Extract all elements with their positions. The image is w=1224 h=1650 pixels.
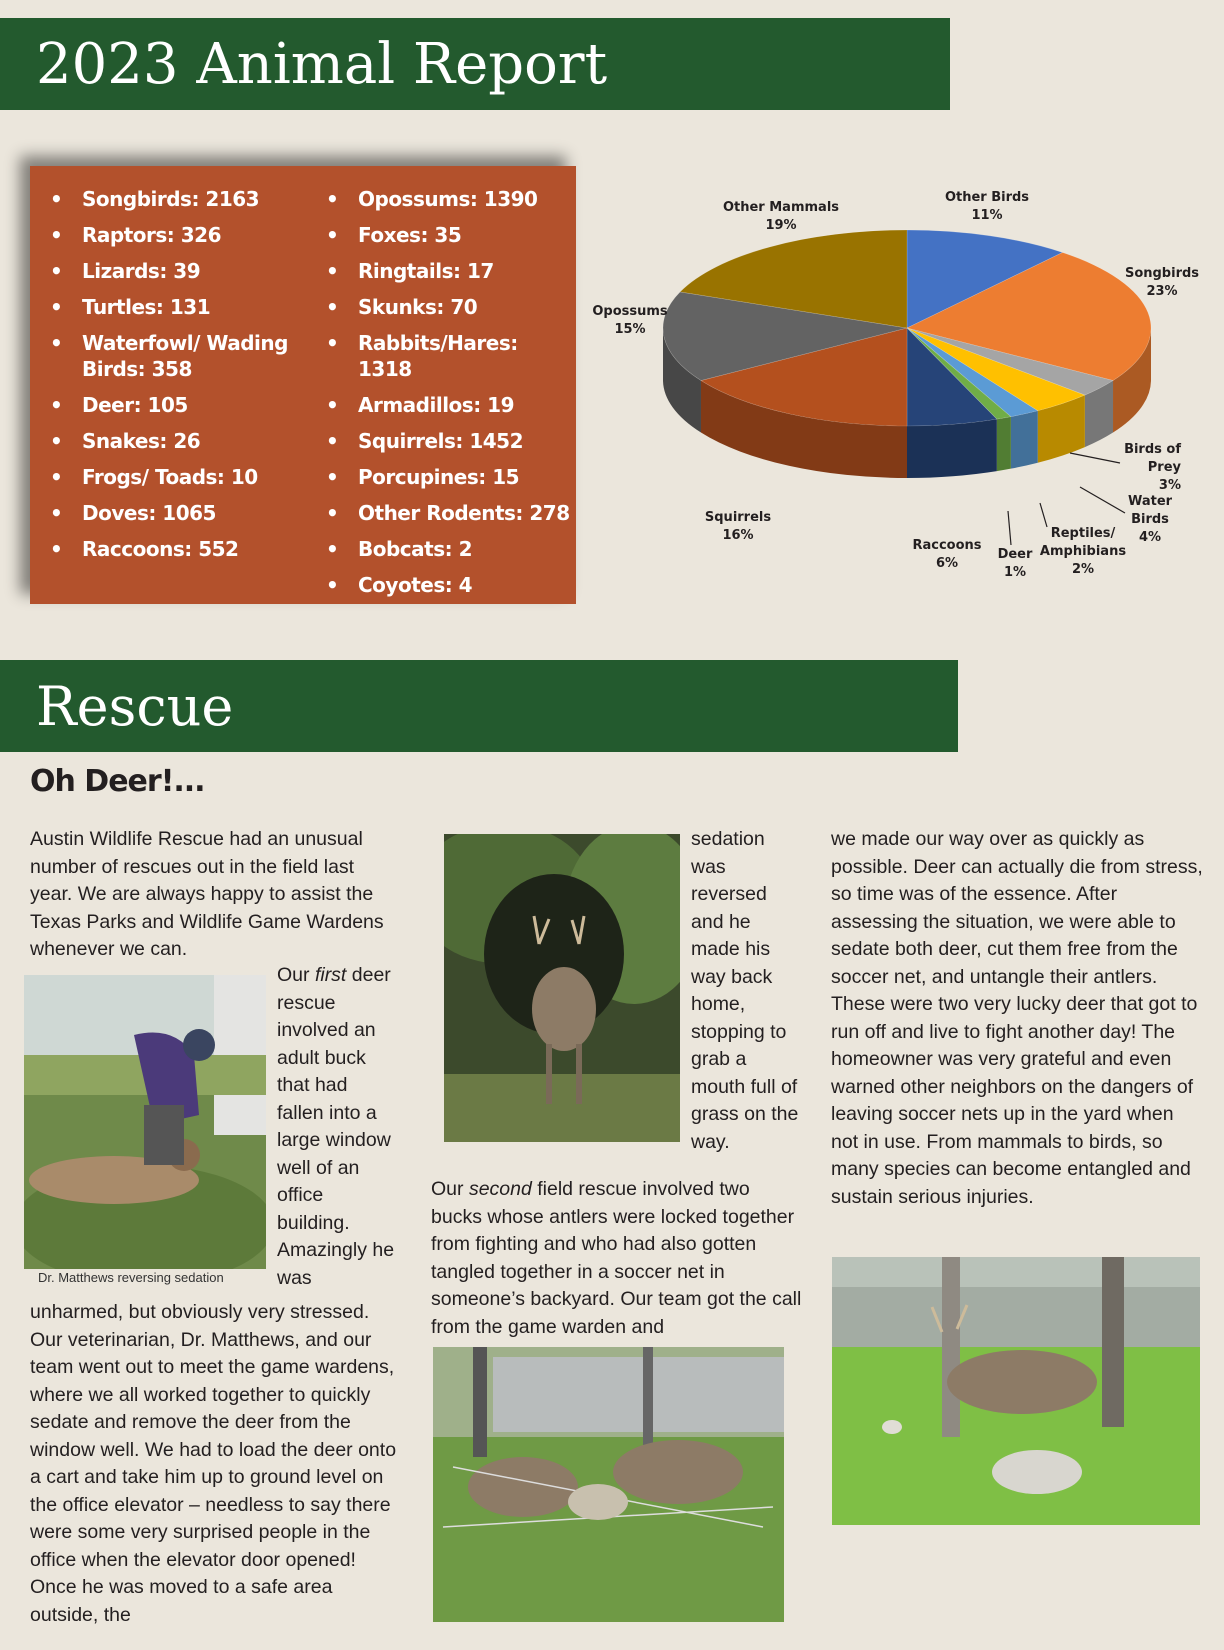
pie-side-raccoons <box>907 419 997 478</box>
stats-list-left <box>50 186 300 572</box>
pie-leader-line <box>1070 453 1120 463</box>
first-rescue-continued: unharmed, but obviously very stressed. Our veterinarian, Dr. Matthews, and our team went out to meet the game wardens, where we all worked together to quickly sedate and remove the deer from the window well. We had to load the deer onto a cart and take him up to ground level on the office elevator – needless to say there were some very surprised people in the office when the elevator door opened! Once he was moved to a safe area outside, the <box>30 1301 397 1626</box>
stat-item: • Snakes: 26 <box>50 428 300 454</box>
stat-item: • Ringtails: 17 <box>326 258 571 284</box>
second-rescue-emphasis: second <box>468 1178 532 1200</box>
stat-item: • Doves: 1065 <box>50 500 300 526</box>
stat-item: • Songbirds: 2163 <box>50 186 300 212</box>
article-subtitle: Oh Deer!... <box>30 764 205 799</box>
photo-buck-on-grass <box>832 1257 1200 1525</box>
stat-item: • Lizards: 39 <box>50 258 300 284</box>
second-rescue-text: field rescue involved two bucks whose antlers were locked together from fighting and who had also gotten tangled together in a soccer net in someone’s backyard. Our team got the call from the game warden and <box>431 1178 802 1338</box>
stats-list-right <box>326 186 571 608</box>
stat-item: • Raccoons: 552 <box>50 536 300 562</box>
photo-caption: Dr. Matthews reversing sedation <box>38 1270 224 1285</box>
stat-item: • Rabbits/Hares: 1318 <box>326 330 571 382</box>
pie-label-squirrels: Squirrels 16% <box>704 510 772 543</box>
pie-label-reptiles-amphibians: Reptiles/ Amphibians 2% <box>1039 526 1127 577</box>
stat-item: • Waterfowl/ Wading Birds: 358 <box>50 330 300 382</box>
pie-leader-line <box>1080 487 1125 513</box>
stat-item: • Opossums: 1390 <box>326 186 571 212</box>
photo-two-bucks-locked <box>433 1347 784 1622</box>
sedation-paragraph: sedation was reversed and he made his way back home, stopping to grab a mouth full of grass on the way. <box>691 828 799 1153</box>
first-rescue-text: deer rescue involved an adult buck that had fallen into a large window well of an office building. Amazingly he was <box>277 964 395 1289</box>
pie-label-other-mammals: Other Mammals 19% <box>722 200 840 233</box>
stat-item: • Frogs/ Toads: 10 <box>50 464 300 490</box>
stat-item: • Raptors: 326 <box>50 222 300 248</box>
photo-buck-in-brush <box>444 834 680 1142</box>
pie-side-reptiles-amphibians <box>1011 411 1038 469</box>
closing-paragraph: we made our way over as quickly as possible. Deer can actually die from stress, so time was of the essence. After assessing the situation, we were able to sedate both deer, cut them free from the soccer net, and untangle their antlers. These were two very lucky deer that got to run off and live to fight another day! The homeowner was very grateful and even warned other neighbors on the dangers of leaving soccer nets up in the yard when not in use. From mammals to birds, so many species can become entangled and sustain serious injuries. <box>831 828 1203 1208</box>
stat-item: • Squirrels: 1452 <box>326 428 571 454</box>
pie-label-opossums: Opossums 15% <box>592 304 668 337</box>
stat-item: • Coyotes: 4 <box>326 572 571 598</box>
pie-label-deer: Deer 1% <box>997 547 1033 580</box>
stat-item: • Porcupines: 15 <box>326 464 571 490</box>
stats-box <box>30 166 576 604</box>
stat-item: • Foxes: 35 <box>326 222 571 248</box>
stat-item: • Other Rodents: 278 <box>326 500 571 526</box>
pie-chart-svg <box>585 175 1215 595</box>
pie-label-water-birds: Water Birds 4% <box>1127 494 1173 545</box>
stat-item: • Turtles: 131 <box>50 294 300 320</box>
stat-item: • Deer: 105 <box>50 392 300 418</box>
pie-label-birds-of-prey: Birds of Prey 3% <box>1124 442 1181 493</box>
pie-label-raccoons: Raccoons 6% <box>912 538 982 571</box>
first-rescue-paragraph <box>277 962 399 1292</box>
pie-label-songbirds: Songbirds 23% <box>1124 266 1200 299</box>
stat-item: • Skunks: 70 <box>326 294 571 320</box>
intro-paragraph: Austin Wildlife Rescue had an unusual number of rescues out in the field last year. We are always happy to assist the Texas Parks and Wildlife Game Wardens whenever we can. <box>30 828 384 960</box>
second-rescue-paragraph <box>431 1176 803 1341</box>
pie-leader-line <box>1040 503 1047 527</box>
pie-chart <box>585 175 1215 595</box>
first-rescue-lead: Our <box>277 964 315 986</box>
pie-side-deer <box>997 417 1011 471</box>
section-title: Rescue <box>36 674 234 738</box>
report-title: 2023 Animal Report <box>36 31 608 97</box>
report-title-banner <box>0 18 950 110</box>
pie-leader-line <box>1008 511 1011 545</box>
second-rescue-lead: Our <box>431 1178 469 1200</box>
stat-item: • Bobcats: 2 <box>326 536 571 562</box>
first-rescue-emphasis: first <box>314 964 347 986</box>
stat-item: • Armadillos: 19 <box>326 392 571 418</box>
section-banner <box>0 660 958 752</box>
photo-vet-with-deer <box>24 975 266 1269</box>
pie-label-other-birds: Other Birds 11% <box>944 190 1030 223</box>
